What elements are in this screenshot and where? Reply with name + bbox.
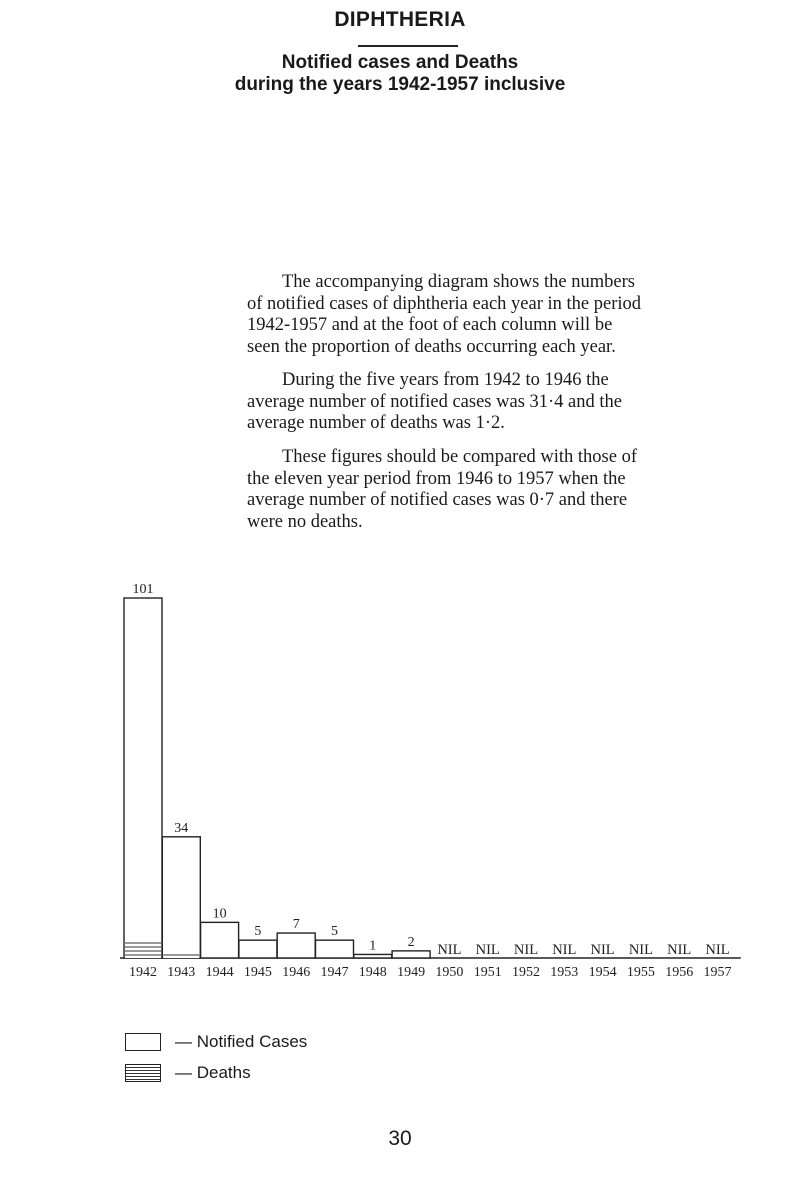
value-label-1948: 1	[369, 938, 377, 954]
legend-deaths-label: — Deaths	[175, 1063, 251, 1082]
year-label-1953: 1953	[550, 965, 579, 980]
value-label-1955: NIL	[628, 942, 653, 958]
value-label-1947: 5	[331, 924, 338, 940]
legend-deaths	[125, 1058, 251, 1088]
year-label-1948: 1948	[358, 965, 387, 980]
value-label-1945: 5	[254, 924, 262, 940]
intro-paragraph: The accompanying diagram shows the numbers of notified cases of diphtheria each year in the period 1942-1957 and at the foot of each column will be seen the proportion of deaths occurring each year.	[247, 272, 641, 357]
bar-notified-1942	[124, 598, 162, 958]
page-number: 30	[388, 1127, 412, 1150]
bar-notified-1945	[239, 940, 277, 958]
legend-notified-label: — Notified Cases	[175, 1032, 308, 1051]
bar-notified-1949	[392, 951, 430, 958]
chart-subtitle-line2: during the years 1942-1957 inclusive	[234, 74, 566, 95]
diphtheria-bar-chart	[0, 570, 800, 990]
year-label-1942: 1942	[129, 965, 157, 980]
year-label-1954: 1954	[588, 965, 617, 980]
value-label-1946: 7	[292, 917, 300, 933]
page-title: DIPHTHERIA	[334, 8, 466, 31]
year-label-1956: 1956	[665, 965, 694, 980]
year-label-1950: 1950	[435, 965, 464, 980]
year-label-1947: 1947	[320, 965, 349, 980]
year-label-1951: 1951	[473, 965, 502, 980]
value-label-1952: NIL	[513, 942, 539, 958]
year-label-1945: 1945	[243, 965, 272, 980]
legend-notified-cases	[125, 1027, 307, 1057]
year-label-1949: 1949	[397, 965, 426, 980]
value-label-1950: NIL	[437, 942, 462, 958]
bar-notified-1943	[162, 837, 200, 958]
chart-subtitle-line1: Notified cases and Deaths	[281, 52, 519, 73]
value-label-1953: NIL	[552, 942, 577, 958]
bar-notified-1947	[316, 940, 354, 958]
bar-notified-1948	[354, 954, 392, 958]
average-1942-1946-paragraph: During the five years from 1942 to 1946 the average number of notified cases was 31·4 and the average number of deaths was 1·2.	[247, 370, 622, 433]
value-label-1943: 34	[174, 820, 189, 836]
year-label-1946: 1946	[282, 965, 311, 980]
bar-notified-1946	[277, 933, 315, 958]
year-label-1955: 1955	[626, 965, 655, 980]
comparison-paragraph: These figures should be compared with those of the eleven year period from 1946 to 1957 when the average number of notified cases was 0·7 and there were no deaths.	[247, 447, 638, 532]
value-label-1942: 101	[132, 582, 154, 597]
year-label-1957: 1957	[703, 965, 732, 980]
value-label-1954: NIL	[590, 942, 615, 958]
year-label-1944: 1944	[205, 965, 234, 980]
year-label-1952: 1952	[512, 965, 540, 980]
value-label-1951: NIL	[475, 942, 500, 958]
bar-deaths-1943	[163, 954, 199, 958]
title-underline	[358, 45, 458, 47]
bar-deaths-1942	[125, 940, 161, 958]
value-label-1957: NIL	[705, 942, 730, 958]
legend-deaths-swatch	[125, 1064, 161, 1082]
bar-notified-1944	[201, 922, 239, 958]
value-label-1956: NIL	[667, 942, 692, 958]
legend-notified-swatch	[125, 1033, 161, 1051]
value-label-1949: 2	[407, 934, 415, 950]
year-label-1943: 1943	[167, 965, 196, 980]
value-label-1944: 10	[212, 906, 227, 922]
